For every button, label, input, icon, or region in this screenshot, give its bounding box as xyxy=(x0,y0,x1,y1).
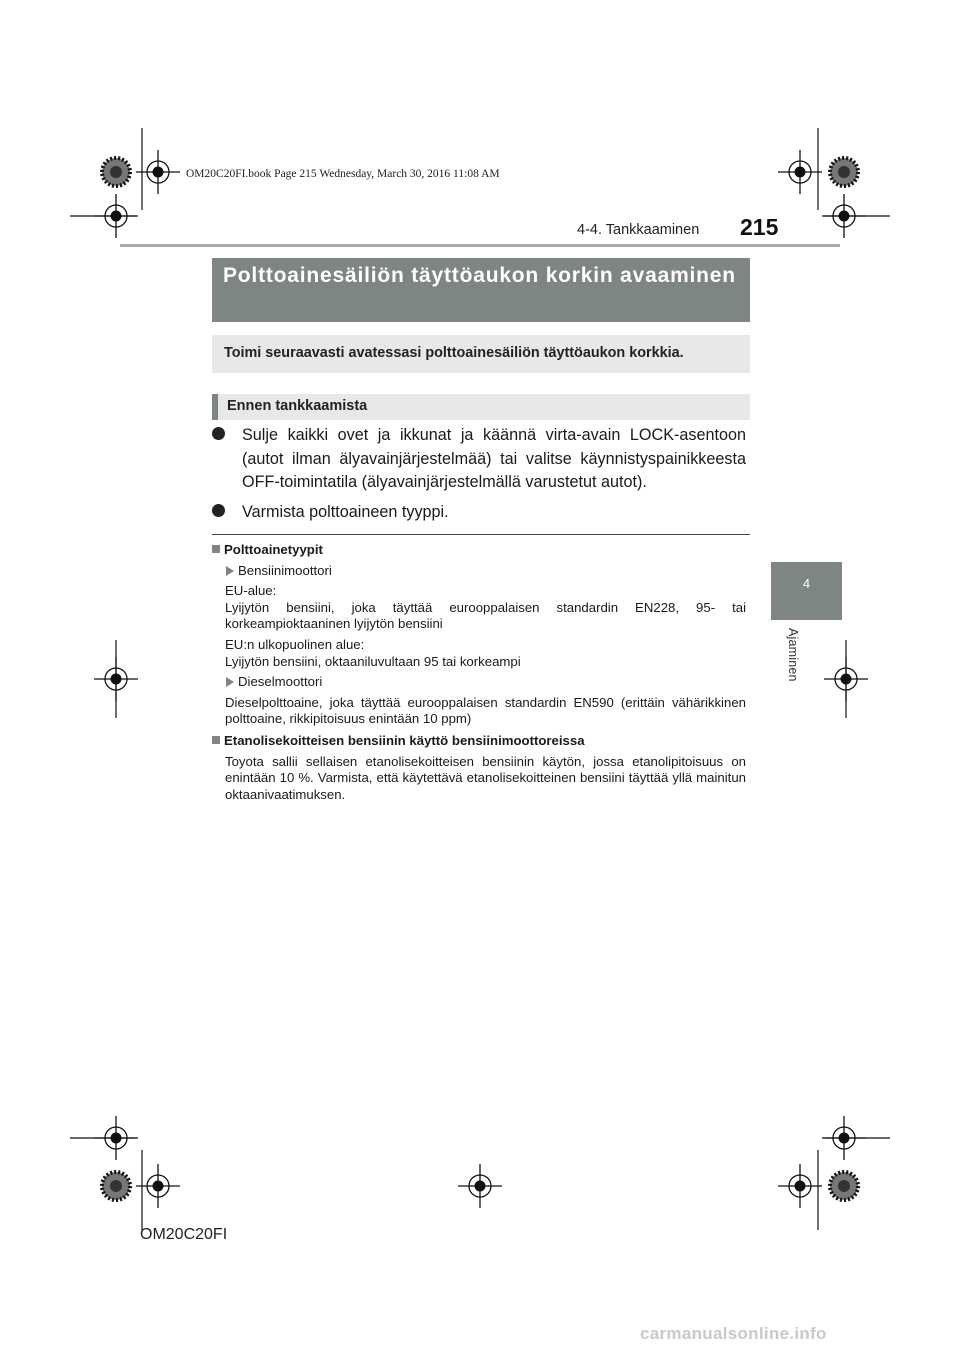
note-paragraph xyxy=(212,637,746,670)
triangle-bullet-icon xyxy=(226,677,234,687)
section-label: 4-4. Tankkaaminen xyxy=(577,222,700,238)
page-title: Polttoainesäiliön täyttöaukon korkin avaaminen xyxy=(212,258,750,322)
note-subitem-label: Bensiinimoottori xyxy=(238,562,332,578)
square-bullet-icon xyxy=(212,545,220,553)
watermark: carmanualsonline.info xyxy=(640,1324,827,1343)
region-label: EU:n ulkopuolinen alue: xyxy=(225,636,365,652)
region-text: Lyijytön bensiini, oktaaniluvultaan 95 tai korkeampi xyxy=(225,653,521,669)
region-text: Lyijytön bensiini, joka täyttää eurooppalaisen standardin EN228, 95- tai korkeampioktaaninen lyijytön bensiini xyxy=(225,599,746,632)
note-subitem xyxy=(212,563,746,580)
intro-text: Toimi seuraavasti avatessasi polttoainesäiliön täyttöaukon korkkia. xyxy=(212,335,750,373)
bullet-icon xyxy=(212,504,225,517)
note-heading xyxy=(212,542,746,559)
list-item xyxy=(212,501,746,525)
book-info: OM20C20FI.book Page 215 Wednesday, March 30, 2016 11:08 AM xyxy=(186,168,500,180)
triangle-bullet-icon xyxy=(226,566,234,576)
section-divider xyxy=(212,534,750,535)
note-subitem xyxy=(212,674,746,691)
note-heading xyxy=(212,733,746,750)
bullet-icon xyxy=(212,427,225,440)
note-subitem-label: Dieselmoottori xyxy=(238,674,323,690)
chapter-number: 4 xyxy=(802,576,811,591)
square-bullet-icon xyxy=(212,736,220,744)
chapter-label: Ajaminen xyxy=(786,628,800,682)
header-rule xyxy=(120,244,840,247)
bullet-text: Sulje kaikki ovet ja ikkunat ja käännä virta-avain LOCK-asentoon (autot ilman älyavainjärjestelmää) tai valitse käynnistyspainikkeesta OFF-toimintatila (älyavainjärjestelmällä varustetut autot). xyxy=(242,426,746,491)
note-paragraph: Toyota sallii sellaisen etanolisekoitteisen bensiinin käytön, jossa etanolipitoisuus on enintään 10 %. Varmista, että käytettävä etanolisekoitteinen bensiini täyttää yllä mainitun oktaanivaatimuksen. xyxy=(225,753,746,802)
chapter-tab xyxy=(771,562,842,620)
bullet-text: Varmista polttoaineen tyyppi. xyxy=(242,502,449,521)
list-item xyxy=(212,424,746,495)
subsection-heading: Ennen tankkaamista xyxy=(212,394,750,420)
bullet-list xyxy=(212,424,746,530)
note-heading-text: Polttoainetyypit xyxy=(224,542,323,557)
note-paragraph xyxy=(212,583,746,633)
notes-section xyxy=(212,540,746,803)
page-number: 215 xyxy=(740,214,779,240)
region-label: EU-alue: xyxy=(225,583,277,599)
footer-code: OM20C20FI xyxy=(140,1226,228,1243)
note-heading-text: Etanolisekoitteisen bensiinin käyttö bensiinimoottoreissa xyxy=(224,732,585,748)
note-paragraph: Dieselpolttoaine, joka täyttää eurooppalaisen standardin EN590 (erittäin vähärikkinen polttoaine, rikkipitoisuus enintään 10 ppm) xyxy=(225,694,746,727)
